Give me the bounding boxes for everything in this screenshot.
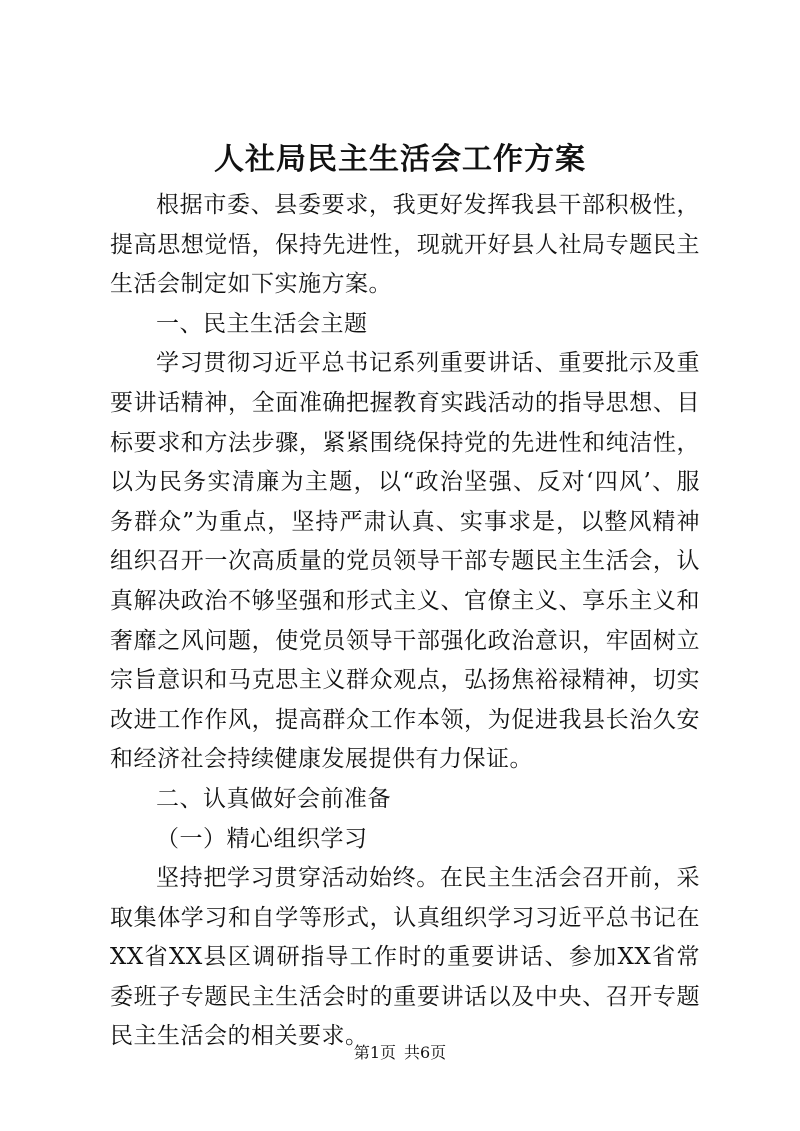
page-footer xyxy=(0,1042,800,1064)
study-paragraph: 坚持把学习贯穿活动始终。在民主生活会召开前，采取集体学习和自学等形式，认真组织学习习近平总书记在XX省XX县区调研指导工作时的重要讲话、参加XX省常委班子专题民主生活会时的重要讲话以及中央、召开专题民主生活会的相关要求。 xyxy=(110,865,700,1050)
section-heading-preparation: 二、认真做好会前准备 xyxy=(156,785,391,812)
document-title: 人社局民主生活会工作方案 xyxy=(214,142,586,177)
page-number: 第1页 xyxy=(353,1043,396,1062)
theme-paragraph: 学习贯彻习近平总书记系列重要讲话、重要批示及重要讲话精神，全面准确把握教育实践活动的指导思想、目标要求和方法步骤，紧紧围绕保持党的先进性和纯洁性，以为民务实清廉为主题，以“政治坚强、反对‘四风’、服务群众”为重点，坚持严肃认真、实事求是，以整风精神组织召开一次高质量的党员领导干部专题民主生活会，认真解决政治不够坚强和形式主义、官僚主义、享乐主义和奢靡之风问题，使党员领导干部强化政治意识，牢固树立宗旨意识和马克思主义群众观点，弘扬焦裕禄精神，切实改进工作作风，提高群众工作本领，为促进我县长治久安和经济社会持续健康发展提供有力保证。 xyxy=(110,350,700,773)
document-body xyxy=(110,186,700,1057)
page-total: 共6页 xyxy=(404,1043,447,1062)
intro-paragraph: 根据市委、县委要求，我更好发挥我县干部积极性，提高思想觉悟，保持先进性，现就开好县人社局专题民主生活会制定如下实施方案。 xyxy=(110,192,700,298)
section-heading-theme: 一、民主生活会主题 xyxy=(156,310,368,337)
subsection-heading-study: （一）精心组织学习 xyxy=(156,825,368,852)
